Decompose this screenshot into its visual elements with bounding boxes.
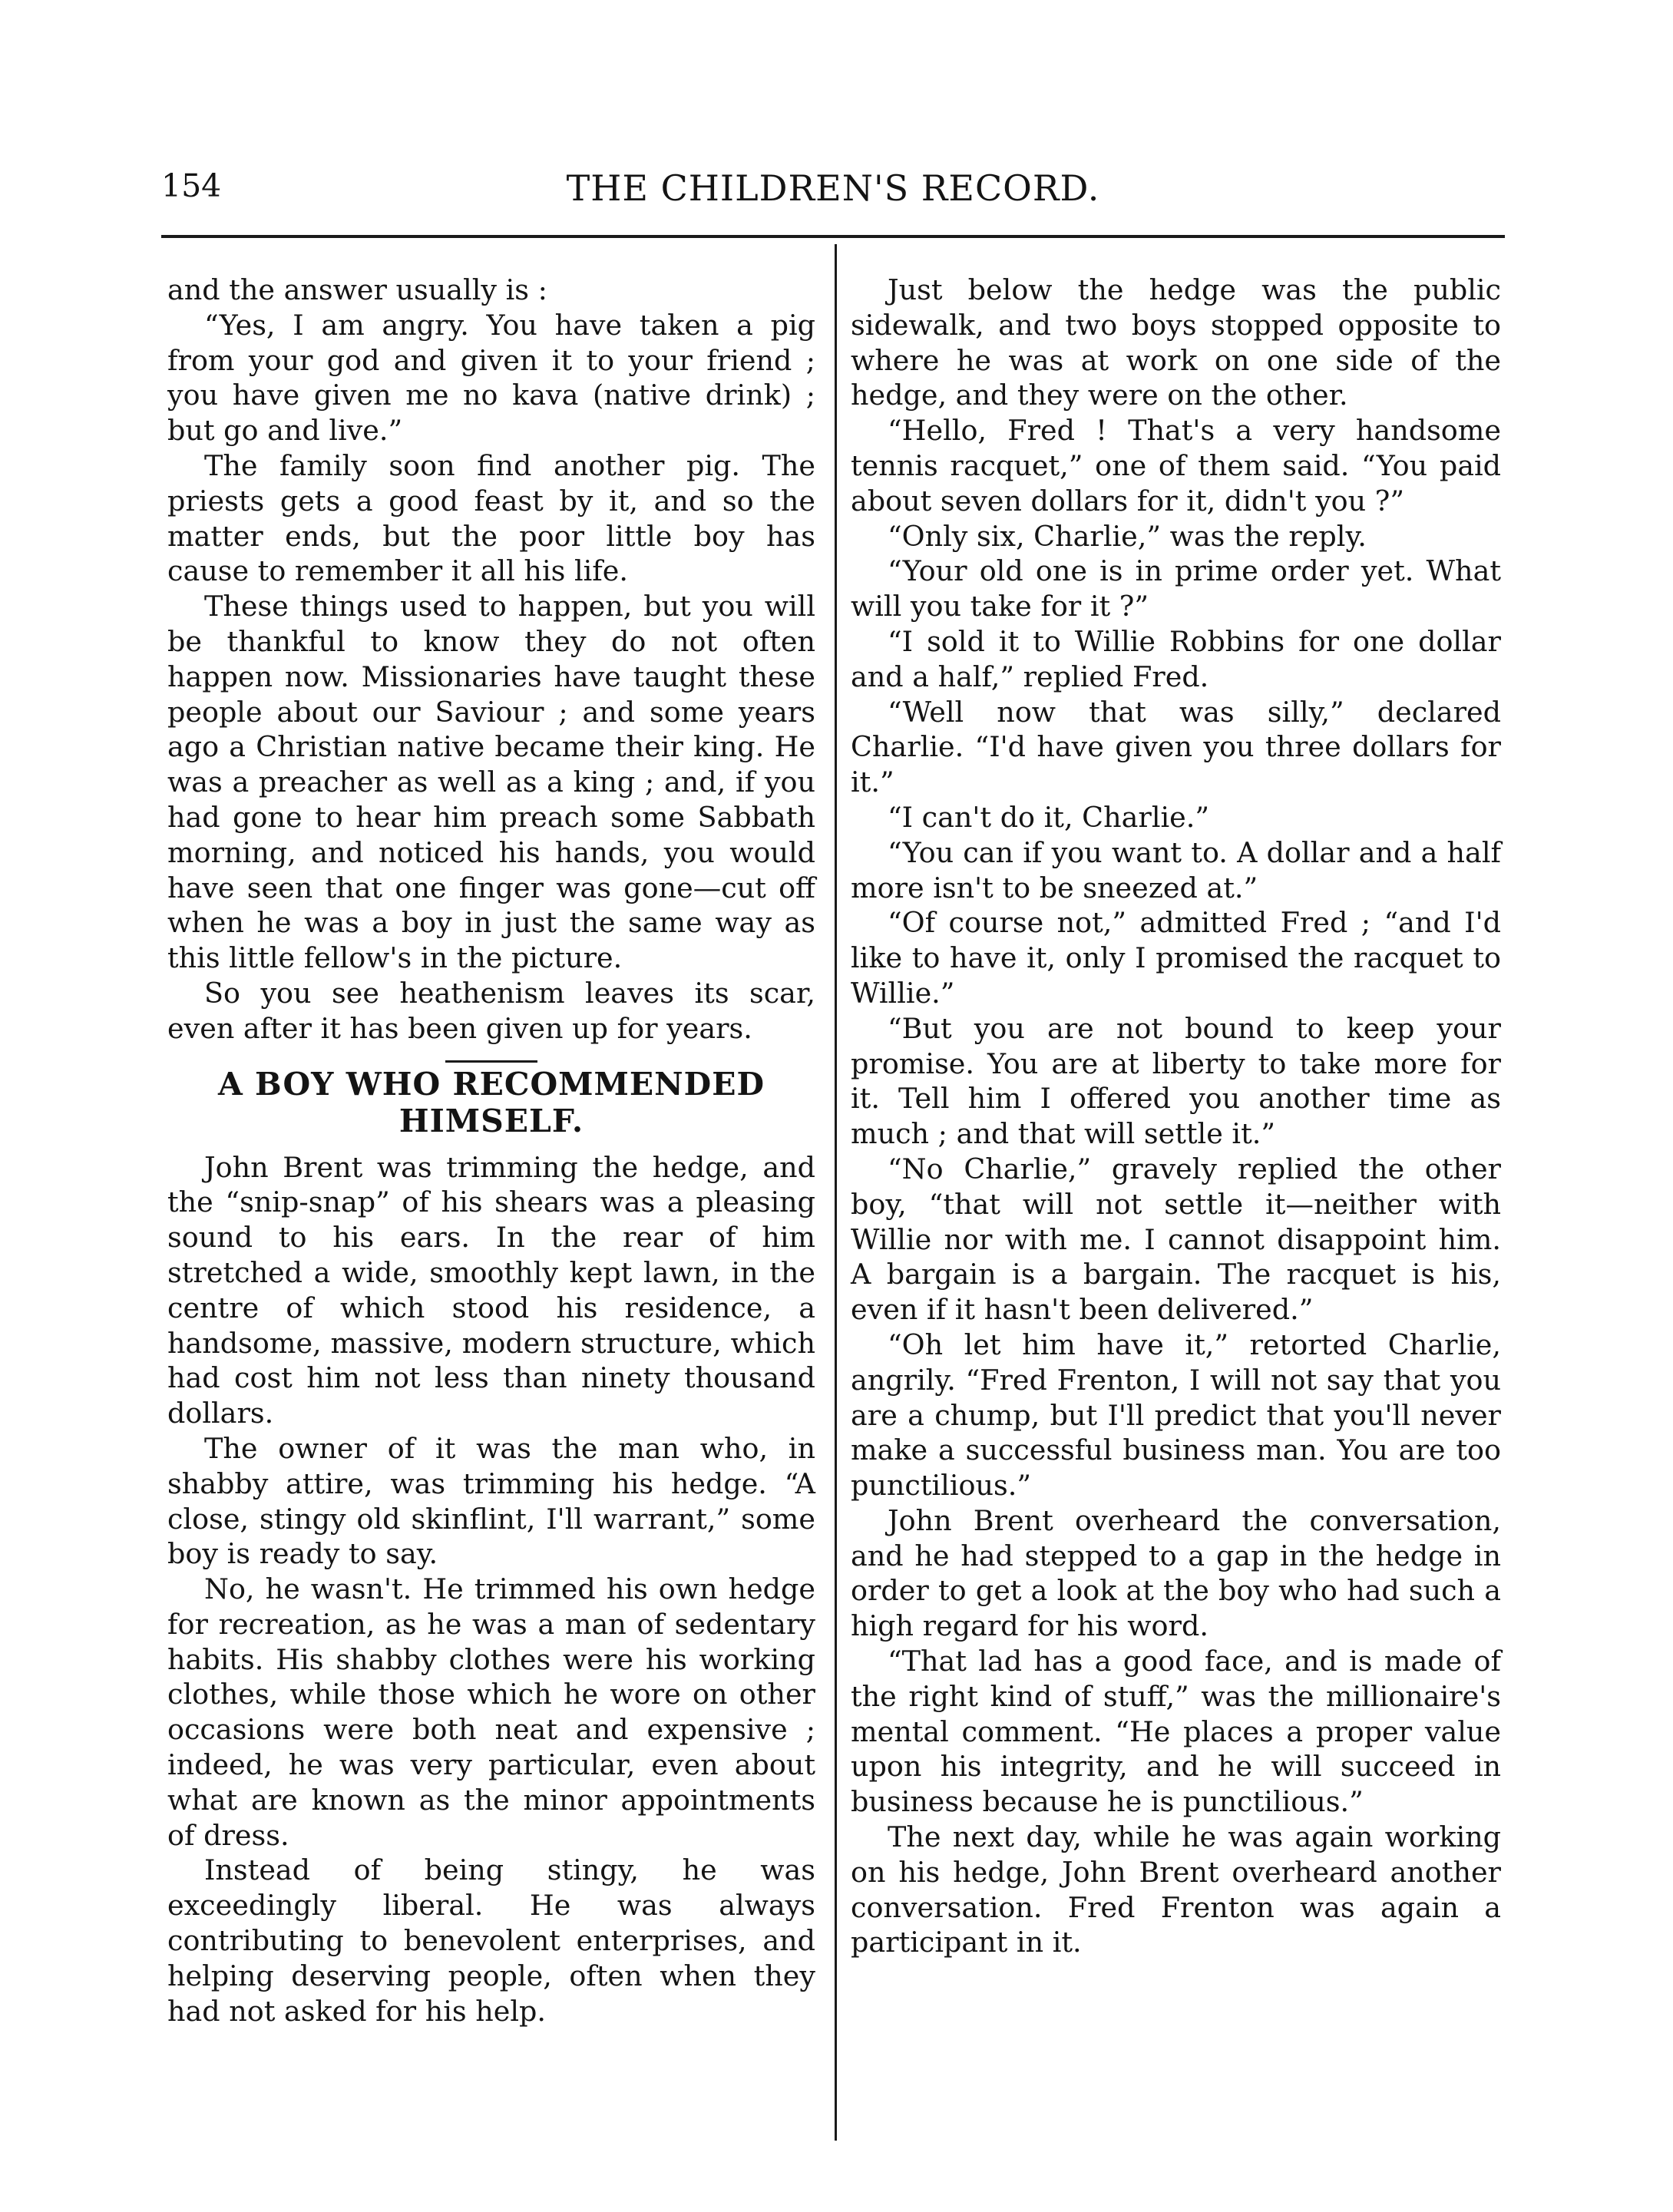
paragraph: The family soon find another pig. The priests gets a good feast by it, and so the matter ends, but the poor little boy has cause to remember it all his life. xyxy=(167,448,815,588)
paragraph: These things used to happen, but you will be thankful to know they do not often happen now. Missionaries have taught these people about our Saviour ; and some years ago a Christian native became their king. He was a preacher as well as a king ; and, if you had gone to hear him preach some Sabbath morning, and noticed his hands, you would have seen that one finger was gone—cut off when he was a boy in just the same way as this little fellow's in the picture. xyxy=(167,590,815,975)
paragraph: “Well now that was silly,” declared Charlie. “I'd have given you three dollars for it.” xyxy=(851,695,1501,799)
paragraph: The owner of it was the man who, in shabby attire, was trimming his hedge. “A close, stingy old skinflint, I'll warrant,” some boy is ready to say. xyxy=(167,1431,815,1571)
page-header xyxy=(161,167,1505,213)
paragraph: So you see heathenism leaves its scar, even after it has been given up for years. xyxy=(167,976,815,1045)
paragraph: “Only six, Charlie,” was the reply. xyxy=(888,519,1367,553)
right-column xyxy=(851,273,1501,1960)
paragraph: “I sold it to Willie Robbins for one dollar and a half,” replied Fred. xyxy=(851,624,1501,693)
paragraph: “Of course not,” admitted Fred ; “and I'd like to have it, only I promised the racquet to Willie.” xyxy=(851,906,1501,1010)
paragraph: Just below the hedge was the public sidewalk, and two boys stopped opposite to where he was at work on one side of the hedge, and they were on the other. xyxy=(851,273,1501,412)
paragraph: “Hello, Fred ! That's a very handsome tennis racquet,” one of them said. “You paid about seven dollars for it, didn't you ?” xyxy=(851,414,1501,517)
section-rule xyxy=(445,1060,537,1063)
paragraph: and the answer usually is : xyxy=(167,273,547,306)
header-rule xyxy=(161,235,1505,238)
paragraph: “I can't do it, Charlie.” xyxy=(888,800,1210,834)
paragraph: “No Charlie,” gravely replied the other boy, “that will not settle it—neither with Willie nor with me. I cannot disappoint him. A bargain is a bargain. The racquet is his, even if it hasn't been delivered.” xyxy=(851,1152,1501,1327)
paragraph: “But you are not bound to keep your promise. You are at liberty to take more for it. Tell him I offered you another time as much ; and that will settle it.” xyxy=(851,1011,1501,1151)
paragraph: John Brent overheard the conversation, and he had stepped to a gap in the hedge in order to get a look at the boy who had such a high regard for his word. xyxy=(851,1503,1501,1643)
section-title: A BOY WHO RECOMMENDED HIMSELF. xyxy=(217,1065,765,1139)
left-column xyxy=(167,273,815,2028)
paragraph: “You can if you want to. A dollar and a half more isn't to be sneezed at.” xyxy=(851,835,1501,904)
column-divider xyxy=(835,244,837,2141)
paragraph: “Your old one is in prime order yet. What will you take for it ?” xyxy=(851,554,1501,623)
page-number: 154 xyxy=(161,167,222,204)
paragraph: “Oh let him have it,” retorted Charlie, angrily. “Fred Frenton, I will not say that you are a chump, but I'll predict that you'll never make a successful business man. You are too punctilious.” xyxy=(851,1328,1501,1503)
paragraph: “Yes, I am angry. You have taken a pig from your god and given it to your friend ; you have given me no kava (native drink) ; but go and live.” xyxy=(167,308,815,448)
paragraph: “That lad has a good face, and is made of the right kind of stuff,” was the millionaire's mental comment. “He places a proper value upon his integrity, and he will succeed in business because he is punctilious.” xyxy=(851,1645,1501,1819)
running-title: THE CHILDREN'S RECORD. xyxy=(566,167,1100,209)
paragraph: John Brent was trimming the hedge, and the “snip-snap” of his shears was a pleasing sound to his ears. In the rear of him stretched a wide, smoothly kept lawn, in the centre of which stood his residence, a handsome, massive, modern structure, which had cost him not less than ninety thousand dollars. xyxy=(167,1150,815,1430)
paragraph: The next day, while he was again working on his hedge, John Brent overheard another conversation. Fred Frenton was again a participant in it. xyxy=(851,1820,1501,1959)
paragraph: No, he wasn't. He trimmed his own hedge for recreation, as he was a man of sedentary habits. His shabby clothes were his working clothes, while those which he wore on other occasions were both neat and expensive ; indeed, he was very particular, even about what are known as the minor appointments of dress. xyxy=(167,1572,815,1852)
paragraph: Instead of being stingy, he was exceedingly liberal. He was always contributing to benevolent enterprises, and helping deserving people, often when they had not asked for his help. xyxy=(167,1853,815,2028)
